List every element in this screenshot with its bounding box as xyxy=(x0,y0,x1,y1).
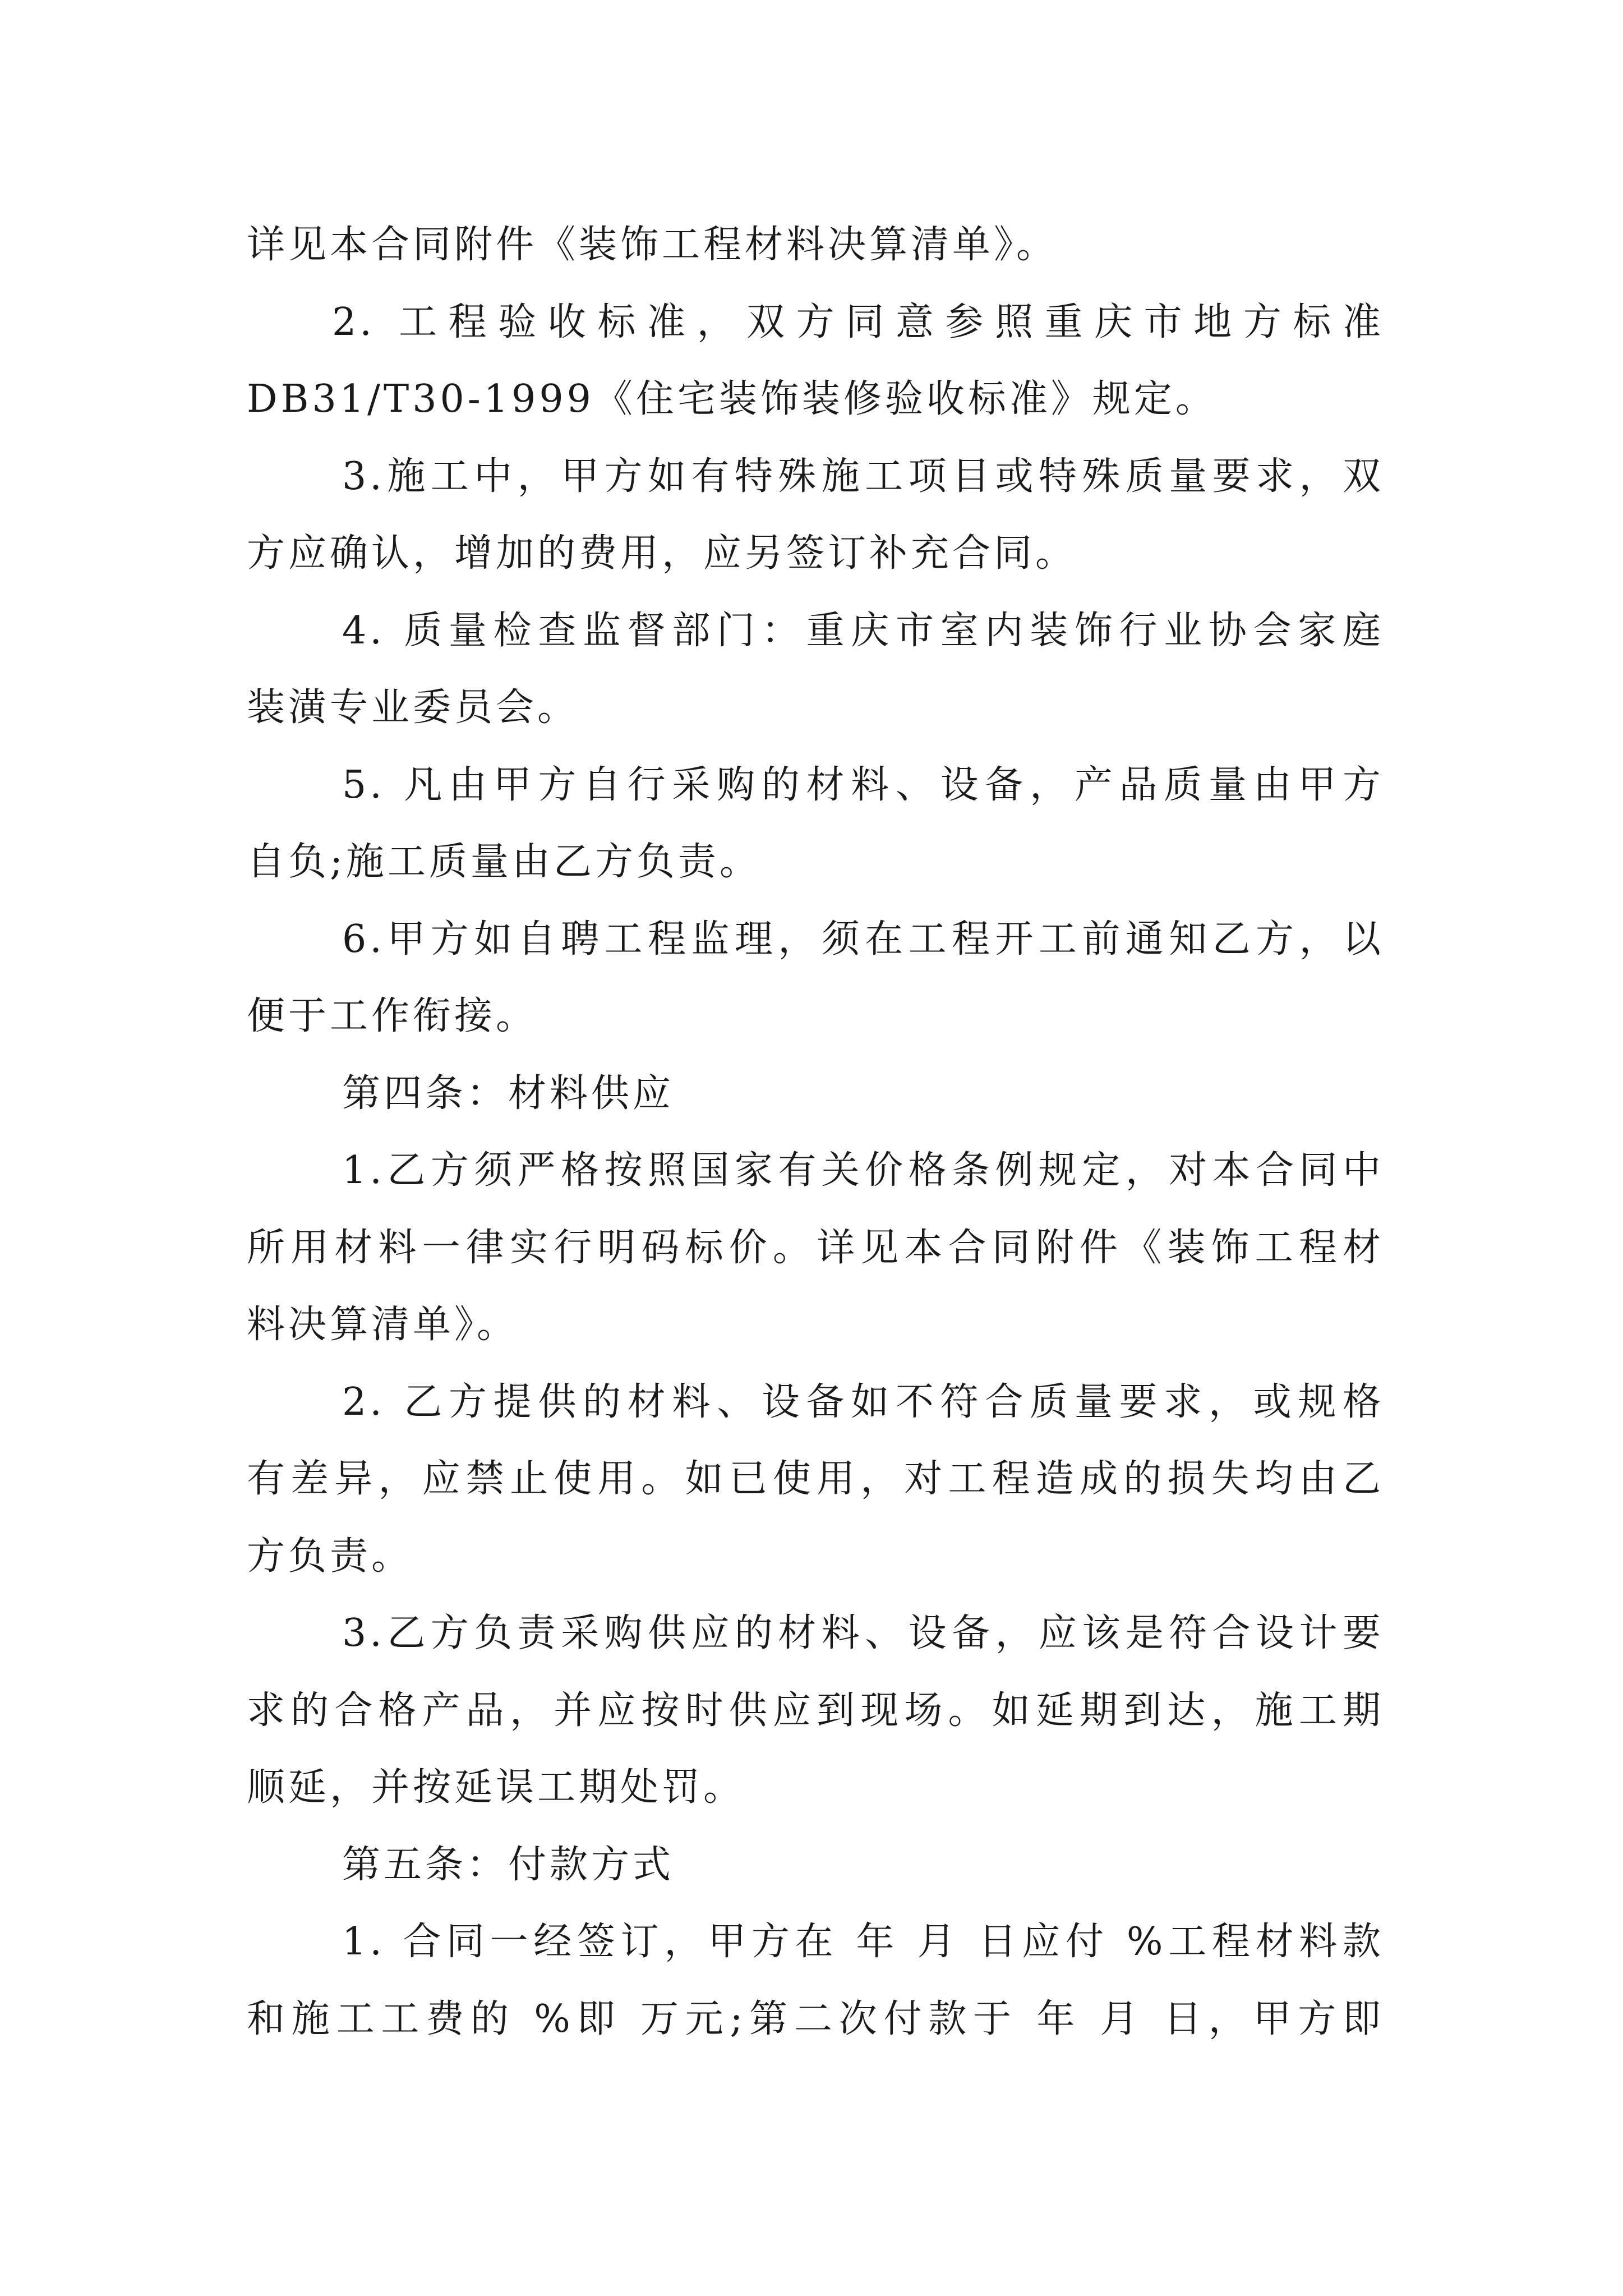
text-line: 和施工工费的 %即 万元;第二次付款于 年 月 日，甲方即 xyxy=(247,1996,1384,2041)
text-line: 1. 合同一经签订，甲方在 年 月 日应付 %工程材料款 xyxy=(342,1920,1384,1964)
text-line: 3.乙方负责采购供应的材料、设备，应该是符合设计要 xyxy=(342,1611,1384,1655)
text-line: 3.施工中，甲方如有特殊施工项目或特殊质量要求，双 xyxy=(342,454,1384,499)
text-line: 求的合格产品，并应按时供应到现场。如延期到达，施工期 xyxy=(247,1688,1384,1733)
text-line: 顺延，并按延误工期处罚。 xyxy=(247,1765,745,1810)
text-line: 方负责。 xyxy=(247,1534,413,1579)
text-line: DB31/T30-1999《住宅装饰装修验收标准》规定。 xyxy=(247,377,1217,421)
text-line: 自负;施工质量由乙方负责。 xyxy=(247,840,761,884)
text-line: 装潢专业委员会。 xyxy=(247,685,579,730)
text-line: 料决算清单》。 xyxy=(247,1303,519,1347)
text-line: 方应确认，增加的费用，应另签订补充合同。 xyxy=(247,531,1077,576)
text-line: 4. 质量检查监督部门：重庆市室内装饰行业协会家庭 xyxy=(342,608,1384,653)
text-line: 2. 乙方提供的材料、设备如不符合质量要求，或规格 xyxy=(342,1379,1384,1424)
section-heading: 第四条：材料供应 xyxy=(342,1071,675,1116)
text-line: 所用材料一律实行明码标价。详见本合同附件《装饰工程材 xyxy=(247,1225,1384,1270)
text-line: 6.甲方如自聘工程监理，须在工程开工前通知乙方，以 xyxy=(342,917,1384,961)
text-line: 5. 凡由甲方自行采购的材料、设备，产品质量由甲方 xyxy=(342,762,1384,807)
text-line: 2. 工程验收标准，双方同意参照重庆市地方标准 xyxy=(332,300,1384,344)
contract-body-text xyxy=(247,206,1384,2058)
text-line: 有差异，应禁止使用。如已使用，对工程造成的损失均由乙 xyxy=(247,1457,1384,1501)
text-line: 详见本合同附件《装饰工程材料决算清单》。 xyxy=(247,223,1058,267)
section-heading: 第五条：付款方式 xyxy=(342,1842,675,1887)
text-line: 便于工作衔接。 xyxy=(247,994,538,1038)
text-line: 1.乙方须严格按照国家有关价格条例规定，对本合同中 xyxy=(342,1148,1384,1193)
